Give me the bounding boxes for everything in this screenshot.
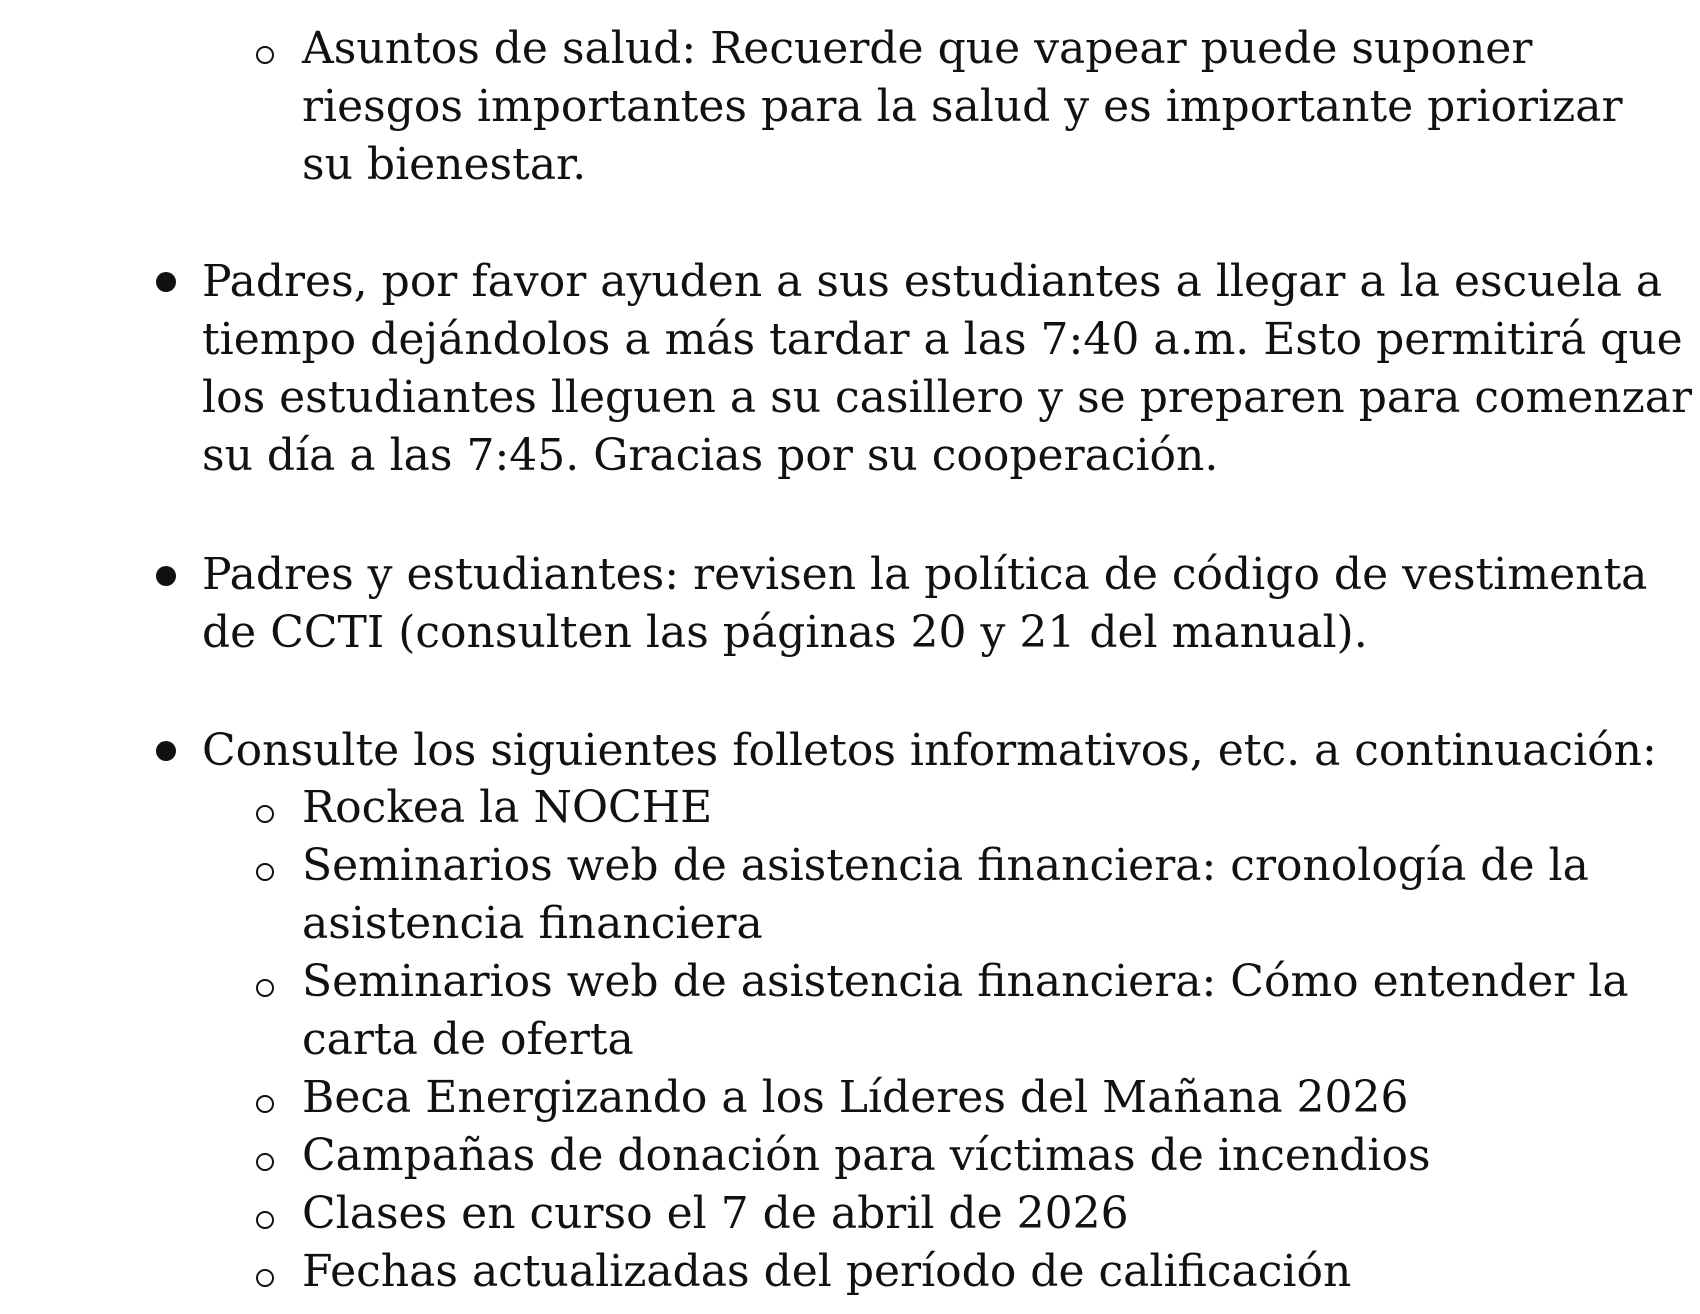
hollow-bullet-icon [256, 805, 274, 823]
filled-bullet-icon [156, 566, 176, 586]
filled-bullet-icon [156, 272, 176, 292]
arrival-note-line-3: los estudiantes lleguen a su casillero y se preparen para comenzar [202, 372, 1693, 423]
flyers-intro-line: Consulte los siguientes folletos informativos, etc. a continuación: [202, 725, 1657, 776]
hollow-bullet-icon [256, 1211, 274, 1229]
hollow-bullet-icon [256, 46, 274, 64]
hollow-bullet-icon [256, 1269, 274, 1287]
arrival-note-line-4: su día a las 7:45. Gracias por su cooperación. [202, 430, 1219, 481]
hollow-bullet-icon [256, 863, 274, 881]
hollow-bullet-icon [256, 1095, 274, 1113]
flyer-item-rockea[interactable]: Rockea la NOCHE [302, 782, 713, 833]
flyer-item-scholarship[interactable]: Beca Energizando a los Líderes del Mañana 2026 [302, 1072, 1409, 1123]
health-note-line-2: riesgos importantes para la salud y es importante priorizar [302, 81, 1623, 132]
flyer-item-offer-letter-line-2[interactable]: carta de oferta [302, 1014, 634, 1065]
flyer-item-grading-dates[interactable]: Fechas actualizadas del período de calificación [302, 1246, 1352, 1297]
health-note-line-1: Asuntos de salud: Recuerde que vapear puede suponer [302, 23, 1533, 74]
hollow-bullet-icon [256, 1153, 274, 1171]
flyer-item-classes-april[interactable]: Clases en curso el 7 de abril de 2026 [302, 1188, 1129, 1239]
arrival-note-line-1: Padres, por favor ayuden a sus estudiantes a llegar a la escuela a [202, 256, 1663, 307]
dress-code-line-2: de CCTI (consulten las páginas 20 y 21 del manual). [202, 607, 1368, 658]
filled-bullet-icon [156, 741, 176, 761]
dress-code-line-1: Padres y estudiantes: revisen la política de código de vestimenta [202, 549, 1648, 600]
arrival-note-line-2: tiempo dejándolos a más tardar a las 7:40 a.m. Esto permitirá que [202, 314, 1683, 365]
flyer-item-fire-donations[interactable]: Campañas de donación para víctimas de incendios [302, 1130, 1431, 1181]
health-note-line-3: su bienestar. [302, 139, 587, 190]
flyer-item-financial-timeline-line-2[interactable]: asistencia financiera [302, 898, 763, 949]
hollow-bullet-icon [256, 979, 274, 997]
flyer-item-financial-timeline-line-1[interactable]: Seminarios web de asistencia financiera: cronología de la [302, 840, 1589, 891]
flyer-item-offer-letter-line-1[interactable]: Seminarios web de asistencia financiera: Cómo entender la [302, 956, 1629, 1007]
